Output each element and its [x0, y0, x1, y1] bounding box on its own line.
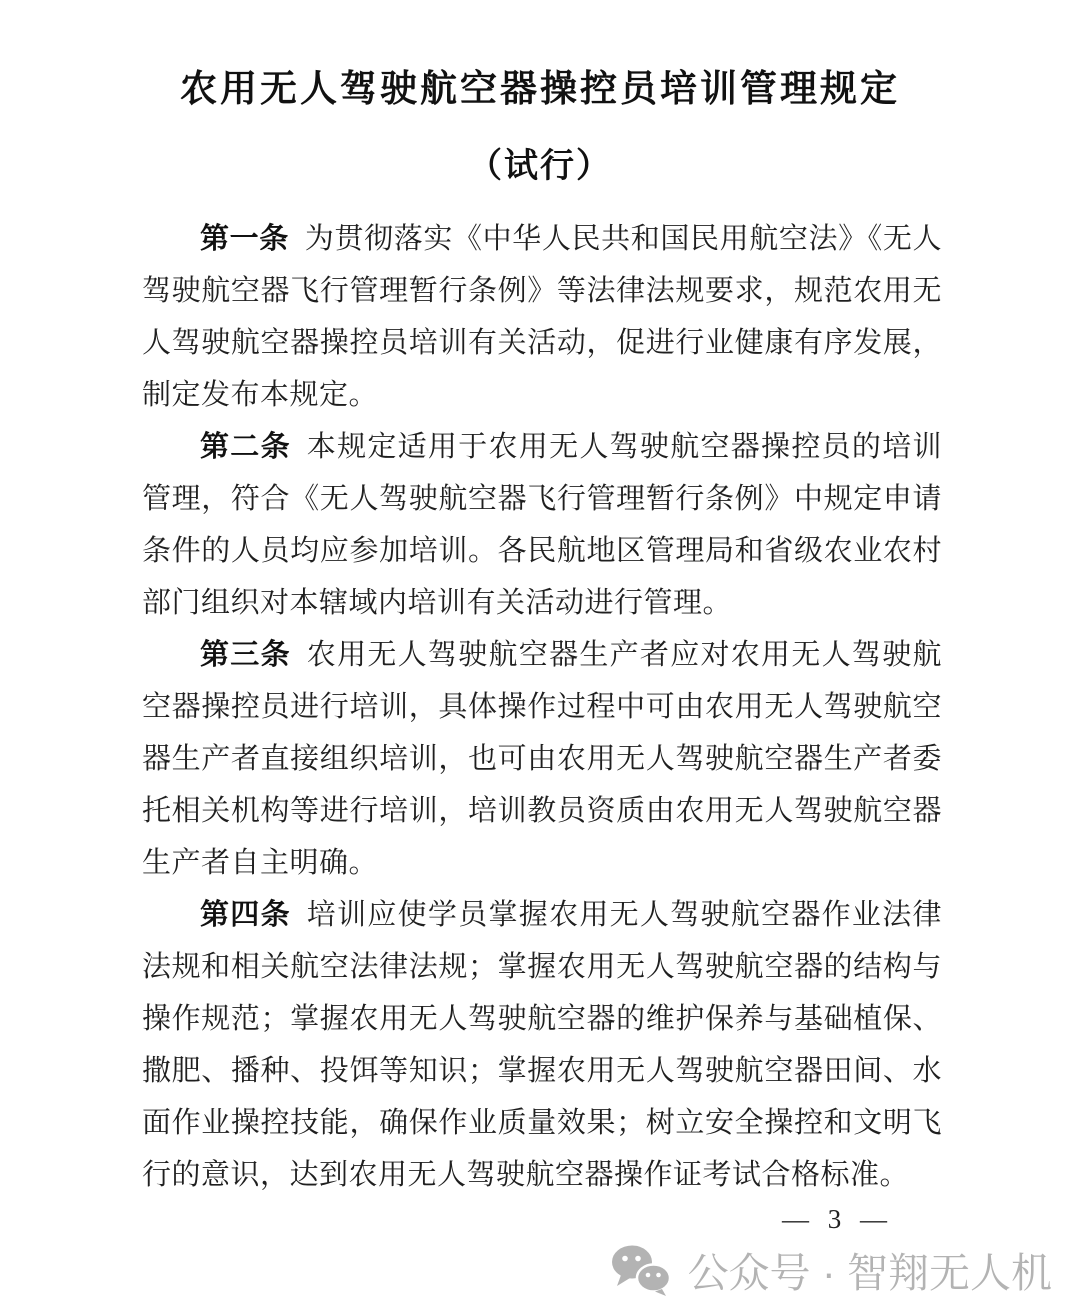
watermark: [610, 1240, 1052, 1299]
article-2-label: 第二条: [200, 431, 291, 463]
article-1-label: 第一条: [200, 223, 289, 255]
article-2-text: 本规定适用于农用无人驾驶航空器操控员的培训管理，符合《无人驾驶航空器飞行管理暂行条例》中规定申请条件的人员均应参加培训。各民航地区管理局和省级农业农村部门组织对本辖域内培训有关活动进行管理。: [142, 431, 942, 619]
article-1-text: 为贯彻落实《中华人民共和国民用航空法》《无人驾驶航空器飞行管理暂行条例》等法律法规要求，规范农用无人驾驶航空器操控员培训有关活动，促进行业健康有序发展，制定发布本规定。: [142, 223, 942, 411]
document-subtitle: （试行）: [468, 148, 612, 185]
wechat-icon: [610, 1243, 674, 1297]
document-body: [142, 213, 942, 1201]
article-1: [142, 213, 942, 421]
article-3: [142, 629, 942, 889]
document-title: 农用无人驾驶航空器操控员培训管理规定: [180, 69, 900, 110]
article-4-text: 培训应使学员掌握农用无人驾驶航空器作业法律法规和相关航空法律法规；掌握农用无人驾驶航空器的结构与操作规范；掌握农用无人驾驶航空器的维护保养与基础植保、撒肥、播种、投饵等知识；掌握农用无人驾驶航空器田间、水面作业操控技能，确保作业质量效果；树立安全操控和文明飞行的意识，达到农用无人驾驶航空器操作证考试合格标准。: [142, 899, 942, 1191]
watermark-label: 公众号 · 智翔无人机: [687, 1250, 1052, 1296]
article-4-label: 第四条: [200, 899, 291, 931]
article-3-text: 农用无人驾驶航空器生产者应对农用无人驾驶航空器操控员进行培训，具体操作过程中可由农用无人驾驶航空器生产者直接组织培训，也可由农用无人驾驶航空器生产者委托相关机构等进行培训，培训教员资质由农用无人驾驶航空器生产者自主明确。: [142, 639, 942, 879]
article-4: [142, 889, 942, 1201]
page-number: — 3 —: [782, 1204, 893, 1234]
article-2: [142, 421, 942, 629]
article-3-label: 第三条: [200, 639, 291, 671]
